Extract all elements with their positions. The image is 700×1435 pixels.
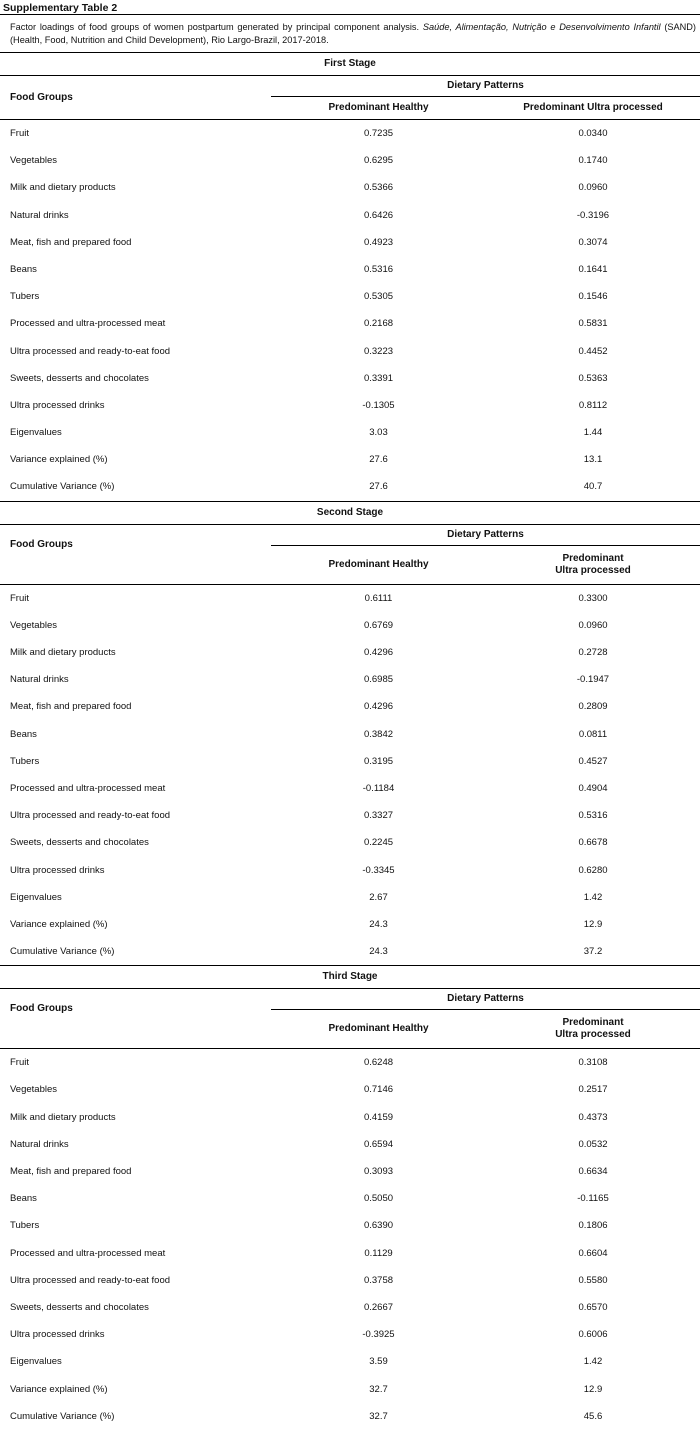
row-label: Tubers [10, 1220, 40, 1232]
ultra-processed-loading: -0.1165 [577, 1193, 609, 1205]
ultra-processed-loading: 37.2 [583, 946, 603, 958]
caption-text-end: (SAND) (Health, Food, Nutrition and Child Development), Rio Largo-Brazil, 2017-2018. [10, 22, 696, 45]
table-row [0, 174, 700, 201]
table-row [0, 775, 700, 802]
table-header [0, 76, 700, 120]
dietary-patterns-header: Dietary Patterns [271, 76, 700, 97]
ultra-processed-loading: 0.1740 [578, 155, 608, 167]
healthy-loading: 0.2168 [363, 318, 394, 330]
table-header [0, 525, 700, 585]
row-label: Fruit [10, 1057, 29, 1069]
ultra-processed-loading: 0.6280 [578, 864, 608, 876]
ultra-processed-loading: 0.3300 [578, 592, 608, 604]
table-row [0, 1212, 700, 1239]
dietary-patterns-header: Dietary Patterns [271, 525, 700, 546]
table-row [0, 256, 700, 283]
table-row [0, 1049, 700, 1076]
table-row [0, 446, 700, 473]
healthy-loading: 0.3195 [363, 755, 394, 767]
healthy-loading: 0.4923 [363, 236, 394, 248]
ultra-processed-loading: 0.6604 [578, 1247, 608, 1259]
row-label: Beans [10, 728, 37, 740]
ultra-processed-loading: 0.4452 [578, 345, 608, 357]
ultra-processed-loading: -0.3196 [576, 209, 610, 221]
food-groups-header: Food Groups [10, 92, 73, 103]
stage-section [0, 966, 700, 1430]
table-row [0, 911, 700, 938]
row-label: Natural drinks [10, 1138, 69, 1150]
healthy-loading: -0.1184 [362, 782, 395, 794]
ultra-processed-loading: 0.8112 [578, 399, 608, 411]
ultra-processed-loading: 0.3108 [578, 1057, 608, 1069]
healthy-loading: 32.7 [369, 1410, 388, 1422]
ultra-processed-loading: 0.6570 [578, 1301, 608, 1313]
table-row [0, 365, 700, 392]
healthy-loading: 24.3 [369, 918, 388, 930]
healthy-loading: 0.6295 [363, 155, 394, 167]
healthy-loading: 0.4296 [363, 647, 394, 658]
ultra-processed-loading: 12.9 [583, 1383, 603, 1395]
stage-title: Second Stage [0, 502, 700, 525]
column-header-ultra-processed [486, 546, 700, 584]
table-row [0, 229, 700, 256]
row-label: Vegetables [10, 1084, 58, 1096]
table-row [0, 120, 700, 147]
healthy-loading: 0.5366 [363, 182, 394, 194]
row-label: Eigenvalues [10, 1356, 62, 1368]
table-row [0, 938, 700, 965]
stage-section [0, 502, 700, 967]
row-label: Ultra processed drinks [10, 399, 105, 411]
ultra-processed-loading: 1.42 [583, 891, 603, 903]
table-row [0, 1076, 700, 1103]
row-label: Sweets, desserts and chocolates [10, 372, 149, 384]
table-row [0, 1104, 700, 1131]
healthy-loading: 2.67 [369, 891, 388, 903]
ultra-processed-loading: 0.5363 [578, 372, 608, 384]
table-row [0, 202, 700, 229]
ultra-processed-loading: 0.2728 [578, 647, 608, 658]
table-row [0, 310, 700, 337]
ultra-processed-loading: 0.5831 [578, 318, 608, 330]
table-row [0, 693, 700, 720]
column-header-ultra-processed [486, 1010, 700, 1048]
table-row [0, 147, 700, 174]
row-label: Fruit [10, 592, 29, 604]
ultra-processed-loading: 0.0811 [578, 728, 608, 740]
table-row [0, 884, 700, 911]
ultra-processed-loading: 0.5580 [578, 1274, 608, 1286]
table-row [0, 1376, 700, 1403]
row-label: Tubers [10, 291, 40, 303]
food-groups-header: Food Groups [10, 1003, 73, 1015]
table-row [0, 1321, 700, 1348]
table-body [0, 1049, 700, 1430]
row-label: Sweets, desserts and chocolates [10, 837, 149, 849]
healthy-loading: 0.6769 [363, 619, 394, 631]
stage-title: Third Stage [0, 966, 700, 989]
ultra-processed-loading: 0.4904 [578, 782, 608, 794]
table-caption [0, 15, 700, 53]
ultra-processed-loading: 0.6678 [578, 837, 608, 849]
healthy-loading: 0.6985 [363, 674, 394, 686]
row-label: Tubers [10, 755, 40, 767]
ultra-processed-loading: 0.0960 [578, 619, 608, 631]
table-row [0, 283, 700, 310]
healthy-loading: 0.2245 [363, 837, 394, 849]
column-header-healthy: Predominant Healthy [328, 558, 429, 570]
healthy-loading: 0.6390 [363, 1220, 394, 1232]
row-label: Beans [10, 263, 37, 275]
column-header-line: Ultra processed [555, 1029, 631, 1041]
row-label: Cumulative Variance (%) [10, 1410, 115, 1422]
ultra-processed-loading: 12.9 [583, 918, 603, 930]
dietary-patterns-header: Dietary Patterns [271, 989, 700, 1010]
ultra-processed-loading: 0.6006 [578, 1329, 608, 1341]
ultra-processed-loading: 1.42 [583, 1356, 603, 1368]
healthy-loading: 0.6426 [363, 209, 394, 221]
table-header [0, 989, 700, 1049]
table-body [0, 120, 700, 501]
ultra-processed-loading: 0.4373 [578, 1111, 608, 1123]
table-row [0, 721, 700, 748]
ultra-processed-loading: -0.1947 [576, 674, 610, 686]
column-header-healthy: Predominant Healthy [328, 102, 429, 113]
table-row [0, 1185, 700, 1212]
table-row [0, 1403, 700, 1430]
ultra-processed-loading: 0.0532 [578, 1138, 608, 1150]
ultra-processed-loading: 0.2809 [578, 701, 608, 713]
table-row [0, 585, 700, 612]
ultra-processed-loading: 0.3074 [578, 236, 608, 248]
stage-title: First Stage [0, 53, 700, 76]
food-groups-header: Food Groups [10, 538, 73, 550]
row-label: Variance explained (%) [10, 1383, 108, 1395]
row-label: Processed and ultra-processed meat [10, 782, 166, 794]
column-header-line: Ultra processed [555, 564, 631, 576]
column-header-line: Predominant [562, 552, 624, 564]
healthy-loading: 0.5316 [363, 263, 394, 275]
table-row [0, 1158, 700, 1185]
healthy-loading: 24.3 [369, 946, 388, 958]
table-row [0, 639, 700, 666]
healthy-loading: -0.3345 [362, 864, 395, 876]
row-label: Ultra processed and ready-to-eat food [10, 1274, 171, 1286]
table-row [0, 392, 700, 419]
row-label: Eigenvalues [10, 891, 62, 903]
table-row [0, 1294, 700, 1321]
column-header-line: Predominant [562, 1017, 624, 1029]
table-row [0, 857, 700, 884]
healthy-loading: 0.3223 [363, 345, 394, 357]
table-body [0, 585, 700, 966]
row-label: Meat, fish and prepared food [10, 1166, 132, 1177]
ultra-processed-loading: 45.6 [583, 1410, 603, 1422]
row-label: Eigenvalues [10, 427, 62, 439]
healthy-loading: 0.3758 [363, 1274, 394, 1286]
ultra-processed-loading: 0.2517 [578, 1084, 608, 1096]
ultra-processed-loading: 0.5316 [578, 810, 608, 822]
row-label: Milk and dietary products [10, 647, 116, 658]
row-label: Variance explained (%) [10, 918, 108, 930]
row-label: Milk and dietary products [10, 182, 116, 194]
healthy-loading: 0.6248 [363, 1057, 394, 1069]
healthy-loading: 0.5305 [363, 291, 394, 303]
row-label: Vegetables [10, 619, 58, 631]
healthy-loading: 3.03 [369, 427, 388, 439]
column-header-ultra-processed: Predominant Ultra processed [523, 102, 663, 113]
row-label: Ultra processed drinks [10, 1329, 105, 1341]
table-row [0, 419, 700, 446]
row-label: Processed and ultra-processed meat [10, 1247, 166, 1259]
healthy-loading: 0.7146 [363, 1084, 394, 1096]
row-label: Vegetables [10, 155, 58, 167]
healthy-loading: 3.59 [369, 1356, 388, 1368]
row-label: Meat, fish and prepared food [10, 701, 132, 713]
table-row [0, 666, 700, 693]
healthy-loading: 0.3327 [363, 810, 394, 822]
table-row [0, 802, 700, 829]
row-label: Processed and ultra-processed meat [10, 318, 166, 330]
table-row [0, 1267, 700, 1294]
table-row [0, 1348, 700, 1375]
healthy-loading: -0.3925 [362, 1329, 395, 1341]
table-row [0, 748, 700, 775]
table-row [0, 1131, 700, 1158]
row-label: Beans [10, 1193, 37, 1205]
row-label: Meat, fish and prepared food [10, 236, 132, 248]
row-label: Ultra processed and ready-to-eat food [10, 345, 171, 357]
healthy-loading: 0.3093 [363, 1166, 394, 1177]
healthy-loading: 0.7235 [363, 128, 394, 139]
row-label: Fruit [10, 128, 29, 139]
column-header-healthy: Predominant Healthy [328, 1023, 429, 1035]
row-label: Sweets, desserts and chocolates [10, 1301, 149, 1313]
healthy-loading: 32.7 [369, 1383, 388, 1395]
row-label: Cumulative Variance (%) [10, 946, 115, 958]
healthy-loading: 27.6 [369, 454, 388, 466]
table-row [0, 473, 700, 500]
ultra-processed-loading: 0.1806 [578, 1220, 608, 1232]
row-label: Natural drinks [10, 674, 69, 686]
healthy-loading: 0.4159 [363, 1111, 394, 1123]
healthy-loading: 0.6111 [364, 592, 393, 604]
table-row [0, 338, 700, 365]
healthy-loading: 0.3842 [363, 728, 394, 740]
stage-section [0, 53, 700, 502]
row-label: Ultra processed drinks [10, 864, 105, 876]
ultra-processed-loading: 40.7 [583, 481, 603, 493]
ultra-processed-loading: 0.1641 [578, 263, 608, 275]
healthy-loading: 0.3391 [363, 372, 394, 384]
table-row [0, 612, 700, 639]
table-row [0, 1240, 700, 1267]
ultra-processed-loading: 0.6634 [578, 1166, 608, 1177]
row-label: Milk and dietary products [10, 1111, 116, 1123]
ultra-processed-loading: 0.0340 [578, 128, 608, 139]
healthy-loading: 0.6594 [363, 1138, 394, 1150]
supplementary-title: Supplementary Table 2 [0, 0, 700, 15]
healthy-loading: 0.1129 [364, 1247, 393, 1259]
ultra-processed-loading: 0.1546 [578, 291, 608, 303]
row-label: Variance explained (%) [10, 454, 108, 466]
caption-text: Factor loadings of food groups of women postpartum generated by principal component analysis. [10, 22, 423, 32]
row-label: Ultra processed and ready-to-eat food [10, 810, 171, 822]
caption-italic-text: Saúde, Alimentação, Nutrição e Desenvolvimento Infantil [422, 22, 661, 32]
healthy-loading: 0.4296 [363, 701, 394, 713]
ultra-processed-loading: 1.44 [583, 427, 603, 439]
ultra-processed-loading: 0.0960 [578, 182, 608, 194]
table-row [0, 829, 700, 856]
healthy-loading: -0.1305 [362, 399, 395, 411]
healthy-loading: 0.5050 [363, 1193, 394, 1205]
healthy-loading: 27.6 [369, 481, 388, 493]
ultra-processed-loading: 0.4527 [578, 755, 608, 767]
healthy-loading: 0.2667 [363, 1301, 394, 1313]
row-label: Natural drinks [10, 209, 69, 221]
row-label: Cumulative Variance (%) [10, 481, 115, 493]
ultra-processed-loading: 13.1 [583, 454, 603, 466]
